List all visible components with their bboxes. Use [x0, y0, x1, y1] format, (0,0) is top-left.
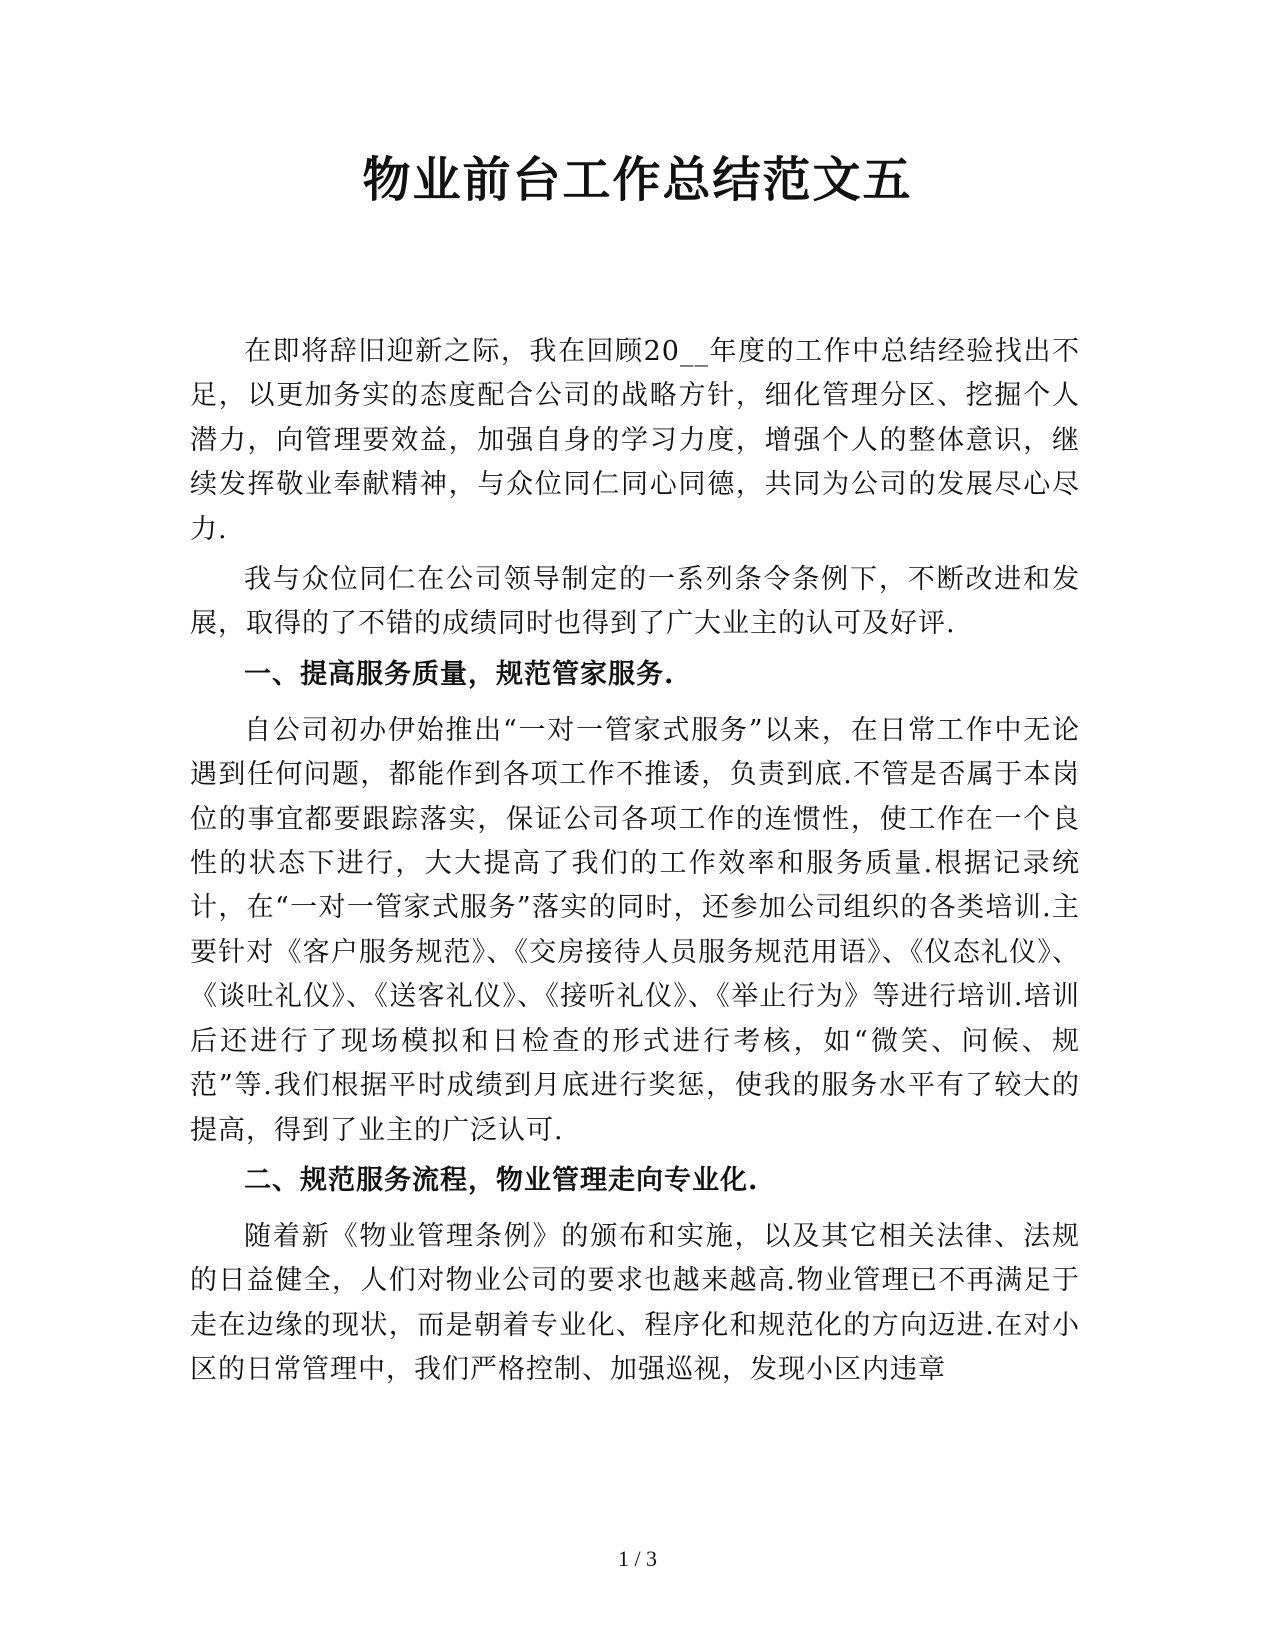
section-2-paragraph: 随着新《物业管理条例》的颁布和实施，以及其它相关法律、法规的日益健全，人们对物业公司的要求也越来越高.物业管理已不再满足于走在边缘的现状，而是朝着专业化、程序化和规范化的方向迈进.在对小区的日常管理中，我们严格控制、加强巡视，发现小区内违章 [190, 1220, 1080, 1386]
intro-paragraph: 在即将辞旧迎新之际，我在回顾20__年度的工作中总结经验找出不足，以更加务实的态度配合公司的战略方针，细化管理分区、挖掘个人潜力，向管理要效益，加强自身的学习力度，增强个人的整体意识，继续发挥敬业奉献精神，与众位同仁同心同德，共同为公司的发展尽心尽力. [190, 336, 1080, 545]
page-number: 1 / 3 [617, 1546, 658, 1571]
section-1-heading: 一、提高服务质量，规范管家服务. [244, 658, 675, 690]
document-title: 物业前台工作总结范文五 [362, 152, 913, 208]
section-2-heading: 二、规范服务流程，物业管理走向专业化. [244, 1164, 759, 1196]
colleagues-paragraph: 我与众位同仁在公司领导制定的一系列条令条例下，不断改进和发展，取得的了不错的成绩同时也得到了广大业主的认可及好评. [190, 564, 1080, 640]
section-1-paragraph: 自公司初办伊始推出“一对一管家式服务”以来，在日常工作中无论遇到任何问题，都能作到各项工作不推诿，负责到底.不管是否属于本岗位的事宜都要跟踪落实，保证公司各项工作的连惯性，使工作在一个良性的状态下进行，大大提高了我们的工作效率和服务质量.根据记录统计，在“一对一管家式服务”落实的同时，还参加公司组织的各类培训.主要针对《客户服务规范》、《交房接待人员服务规范用语》、《仪态礼仪》、《谈吐礼仪》、《送客礼仪》、《接听礼仪》、《举止行为》等进行培训.培训后还进行了现场模拟和日检查的形式进行考核，如“微笑、问候、规范”等.我们根据平时成绩到月底进行奖惩，使我的服务水平有了较大的提高，得到了业主的广泛认可. [190, 714, 1080, 1146]
document-body [190, 330, 1080, 1399]
